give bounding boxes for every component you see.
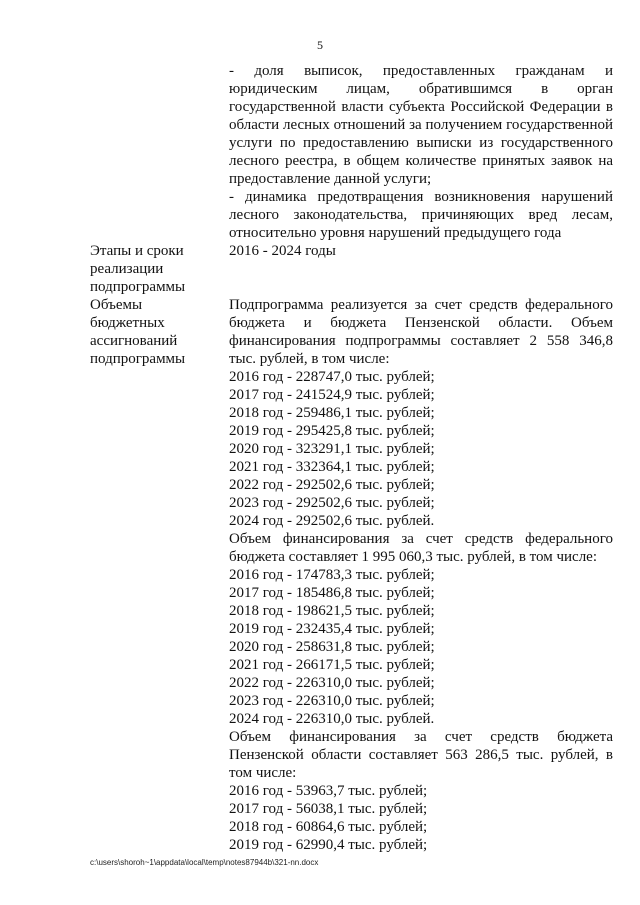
federal-year-line: 2024 год - 226310,0 тыс. рублей. xyxy=(229,711,435,727)
indicator-item: - динамика предотвращения возникновения нарушений лесного законодательства, причиняющих вред лесам, относительно уровня нарушений предыдущего года xyxy=(229,189,613,241)
funding-year-line: 2016 год - 228747,0 тыс. рублей; xyxy=(229,369,435,385)
funding-details xyxy=(229,296,613,854)
regional-year-line: 2017 год - 56038,1 тыс. рублей; xyxy=(229,801,428,817)
funding-year-line: 2020 год - 323291,1 тыс. рублей; xyxy=(229,441,435,457)
federal-year-line: 2023 год - 226310,0 тыс. рублей; xyxy=(229,693,435,709)
federal-year-line: 2017 год - 185486,8 тыс. рублей; xyxy=(229,585,435,601)
stages-label: Этапы и сроки реализации подпрограммы xyxy=(90,243,186,295)
funding-year-line: 2021 год - 332364,1 тыс. рублей; xyxy=(229,459,435,475)
regional-year-line: 2019 год - 62990,4 тыс. рублей; xyxy=(229,837,428,853)
regional-funding-intro: Объем финансирования за счет средств бюджета Пензенской области составляет 563 286,5 тыс. рублей, в том числе: xyxy=(229,729,613,781)
federal-year-line: 2019 год - 232435,4 тыс. рублей; xyxy=(229,621,435,637)
funding-year-line: 2023 год - 292502,6 тыс. рублей; xyxy=(229,495,435,511)
stages-value: 2016 - 2024 годы xyxy=(229,243,336,259)
federal-year-line: 2020 год - 258631,8 тыс. рублей; xyxy=(229,639,435,655)
federal-year-line: 2021 год - 266171,5 тыс. рублей; xyxy=(229,657,435,673)
page-number: 5 xyxy=(317,38,323,52)
federal-funding-intro: Объем финансирования за счет средств федерального бюджета составляет 1 995 060,3 тыс. рублей, в том числе: xyxy=(229,531,613,565)
federal-year-line: 2016 год - 174783,3 тыс. рублей; xyxy=(229,567,435,583)
funding-total-intro: Подпрограмма реализуется за счет средств федерального бюджета и бюджета Пензенской области. Объем финансирования подпрограммы составляет 2 558 346,8 тыс. рублей, в том числе: xyxy=(229,297,613,367)
funding-year-line: 2019 год - 295425,8 тыс. рублей; xyxy=(229,423,435,439)
funding-year-line: 2018 год - 259486,1 тыс. рублей; xyxy=(229,405,435,421)
indicators-list xyxy=(229,62,613,242)
federal-year-line: 2022 год - 226310,0 тыс. рублей; xyxy=(229,675,435,691)
funding-year-line: 2017 год - 241524,9 тыс. рублей; xyxy=(229,387,435,403)
file-path-footer: c:\users\shoroh~1\appdata\local\temp\notes87944b\321-nn.docx xyxy=(90,858,319,867)
funding-label: Объемы бюджетных ассигнований подпрограммы xyxy=(90,297,186,367)
federal-year-line: 2018 год - 198621,5 тыс. рублей; xyxy=(229,603,435,619)
funding-year-line: 2024 год - 292502,6 тыс. рублей. xyxy=(229,513,435,529)
funding-year-line: 2022 год - 292502,6 тыс. рублей; xyxy=(229,477,435,493)
regional-year-line: 2016 год - 53963,7 тыс. рублей; xyxy=(229,783,428,799)
regional-year-line: 2018 год - 60864,6 тыс. рублей; xyxy=(229,819,428,835)
indicator-item: - доля выписок, предоставленных гражданам и юридическим лицам, обратившимся в орган государственной власти субъекта Российской Федерации в области лесных отношений за получением государственной услуги по предоставлению выписки из государственного лесного реестра, в общем количестве принятых заявок на предоставление данной услуги; xyxy=(229,63,613,187)
